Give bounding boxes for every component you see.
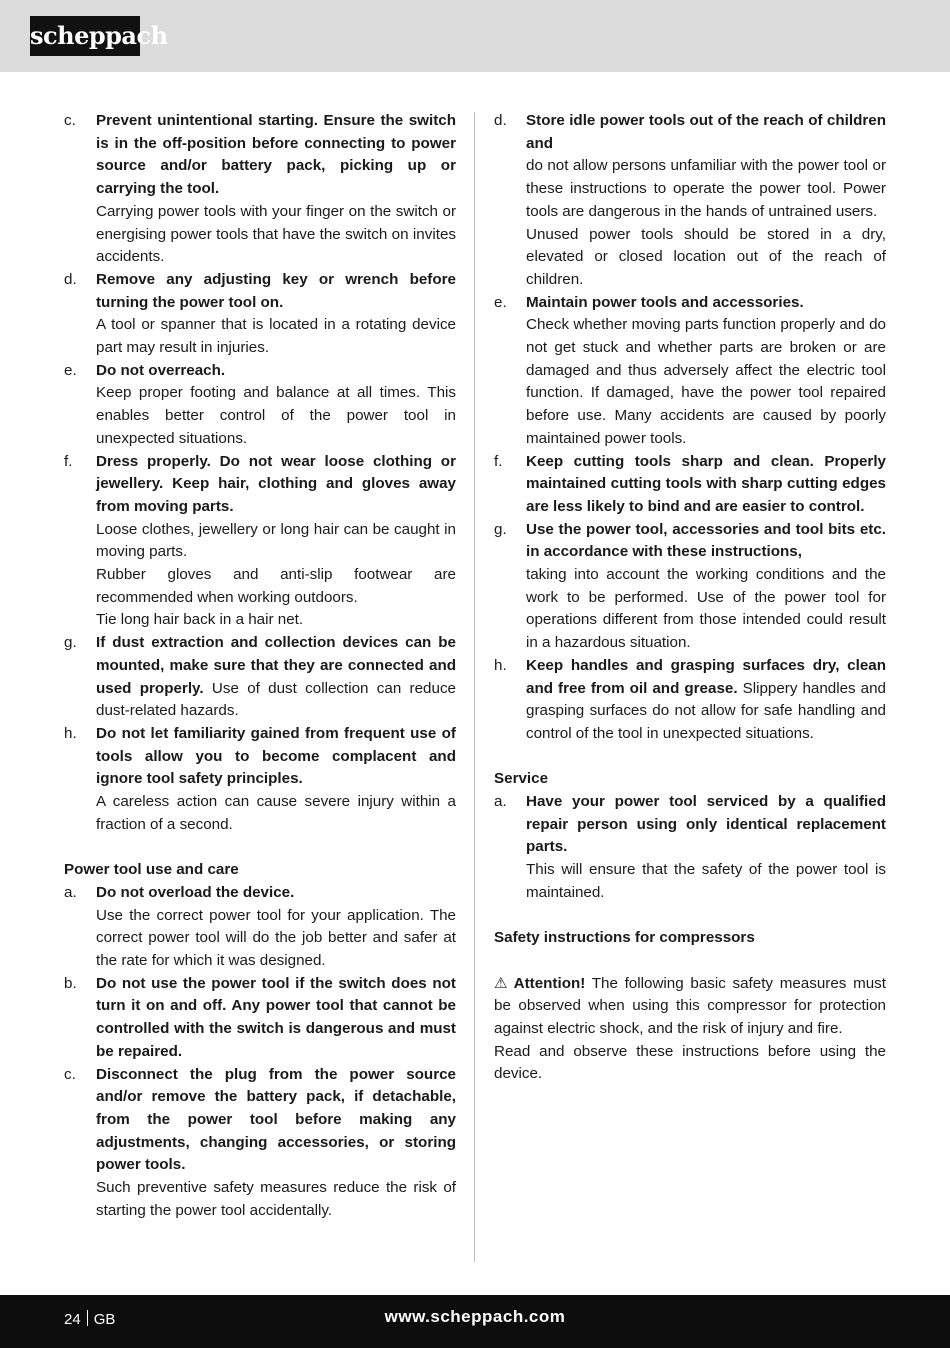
- item-paragraph: Rubber gloves and anti-slip footwear are recommended when working outdoors.: [96, 566, 456, 606]
- general-safety-list: [64, 110, 456, 837]
- list-item-text: [96, 1064, 456, 1223]
- list-marker: e.: [494, 293, 507, 311]
- list-item-text: [96, 360, 456, 451]
- section-title-service: Service: [494, 770, 549, 788]
- list-marker: e.: [64, 361, 77, 379]
- website-url: www.scheppach.com: [384, 1307, 566, 1326]
- list-marker: c.: [64, 112, 76, 129]
- list-marker: d.: [64, 270, 77, 288]
- item-heading: Keep cutting tools sharp and clean. Properly maintained cutting tools with sharp cutting edges are less likely to bind and are easier to control.: [526, 452, 886, 515]
- list-item: [494, 110, 886, 292]
- list-item: [494, 292, 886, 451]
- item-heading: Do not use the power tool if the switch does not turn it on and off. Any power tool that cannot be controlled with the switch is dangerous and must be repaired.: [96, 974, 456, 1060]
- item-heading: Remove any adjusting key or wrench before turning the power tool on.: [96, 270, 456, 311]
- item-heading: Maintain power tools and accessories.: [526, 293, 804, 311]
- power-tool-care-list: [494, 110, 886, 746]
- read-instructions-text: Read and observe these instructions before using the device.: [494, 1042, 886, 1083]
- list-item-text: [526, 791, 886, 905]
- list-item-text: [96, 723, 456, 837]
- item-paragraph: A tool or spanner that is located in a rotating device part may result in injuries.: [96, 316, 456, 357]
- list-item-text: [526, 292, 886, 451]
- list-item: [64, 632, 456, 723]
- list-marker: a.: [64, 883, 77, 901]
- list-item: [494, 519, 886, 655]
- list-marker: g.: [64, 634, 77, 652]
- list-item-text: [526, 519, 886, 655]
- list-item-text: [526, 451, 886, 519]
- section-title-compressors: Safety instructions for compressors: [494, 929, 755, 947]
- list-item: [64, 973, 456, 1064]
- list-marker: a.: [494, 793, 507, 811]
- list-item-text: [96, 973, 456, 1064]
- page-number-value: 24: [64, 1311, 81, 1328]
- list-item: [494, 791, 886, 905]
- attention-paragraph: [494, 973, 886, 1041]
- item-paragraph: Such preventive safety measures reduce the risk of starting the power tool accidentally.: [96, 1179, 456, 1219]
- scheppach-logo: scheppach: [30, 16, 140, 56]
- list-item-text: [96, 269, 456, 360]
- language-code: GB: [93, 1311, 116, 1328]
- service-list: [494, 791, 886, 905]
- list-marker: b.: [64, 974, 77, 992]
- item-paragraph: Check whether moving parts function properly and do not get stuck and whether parts are broken or are damaged and thus adversely affect the electric tool function. If damaged, have the power tool repaired before use. Many accidents are caused by poorly maintained power tools.: [526, 316, 886, 447]
- list-marker: h.: [64, 724, 77, 742]
- item-paragraph: Keep proper footing and balance at all times. This enables better control of the power tool in unexpected situations.: [96, 384, 456, 447]
- item-inline-text: Slippery handles and grasping surfaces do not allow for safe handling and control of the tool in unexpected situations.: [526, 679, 886, 742]
- warning-triangle-icon: ⚠: [494, 974, 508, 992]
- list-marker: f.: [494, 452, 503, 470]
- list-item: [64, 882, 456, 973]
- attention-label: Attention!: [513, 974, 586, 992]
- list-item: [64, 451, 456, 633]
- item-paragraph: taking into account the working conditions and the work to be performed. Use of the power tool for operations different from those intended could result in a hazardous situation.: [526, 566, 886, 652]
- item-heading: Prevent unintentional starting. Ensure the switch is in the off-position before connecting to power source and/or battery pack, picking up or carrying the tool.: [96, 112, 456, 198]
- item-heading: Store idle power tools out of the reach of children and: [526, 112, 886, 152]
- list-marker: h.: [494, 656, 507, 674]
- item-inline-text: Use of dust collection can reduce dust-related hazards.: [96, 679, 456, 720]
- list-item-text: [96, 632, 456, 723]
- item-heading: Dress properly. Do not wear loose clothing or jewellery. Keep hair, clothing and gloves away from moving parts.: [96, 452, 456, 515]
- item-heading: Use the power tool, accessories and tool bits etc. in accordance with these instructions,: [526, 520, 886, 561]
- item-paragraph: do not allow persons unfamiliar with the power tool or these instructions to operate the power tool. Power tools are dangerous in the hands of untrained users.: [526, 157, 886, 220]
- list-item: [494, 451, 886, 519]
- list-item-text: [96, 110, 456, 269]
- item-paragraph: A careless action can cause severe injury within a fraction of a second.: [96, 793, 456, 833]
- list-item-text: [526, 110, 886, 292]
- item-heading: Have your power tool serviced by a qualified repair person using only identical replacement parts.: [526, 793, 886, 856]
- power-tool-use-list: [64, 882, 456, 1223]
- item-paragraph: Tie long hair back in a hair net.: [96, 611, 304, 629]
- item-heading: Disconnect the plug from the power source and/or remove the battery pack, if detachable, from the power tool before making any adjustments, changing accessories, or storing power tools.: [96, 1065, 456, 1174]
- item-heading: If dust extraction and collection devices can be mounted, make sure that they are connected and used properly.: [96, 634, 456, 697]
- item-paragraph: Carrying power tools with your finger on the switch or energising power tools that have the switch on invites accidents.: [96, 202, 456, 266]
- list-item-text: [96, 451, 456, 633]
- column-divider: [474, 112, 475, 1262]
- left-column: [64, 110, 456, 1222]
- list-marker: c.: [64, 1065, 76, 1083]
- item-paragraph: Unused power tools should be stored in a dry, elevated or closed location out of the reach of children.: [526, 225, 886, 288]
- page-footer: [0, 1295, 950, 1348]
- list-item: [64, 723, 456, 837]
- list-item-text: [526, 655, 886, 746]
- item-heading: Do not overload the device.: [96, 883, 295, 901]
- section-title-power-tool-use: Power tool use and care: [64, 861, 239, 879]
- item-heading: Do not let familiarity gained from frequent use of tools allow you to become complacent and ignore tool safety principles.: [96, 724, 456, 788]
- list-item: [494, 655, 886, 746]
- item-heading: Do not overreach.: [96, 361, 226, 379]
- right-column: [494, 110, 886, 1086]
- list-marker: f.: [64, 452, 73, 470]
- list-item: [64, 1064, 456, 1223]
- page-header: [0, 0, 950, 72]
- list-marker: d.: [494, 112, 507, 129]
- list-item: [64, 110, 456, 269]
- list-item: [64, 360, 456, 451]
- item-heading: Keep handles and grasping surfaces dry, clean and free from oil and grease.: [526, 656, 886, 697]
- attention-text: The following basic safety measures must be observed when using this compressor for protection against electric shock, and the risk of injury and fire.: [494, 974, 886, 1038]
- item-paragraph: Use the correct power tool for your application. The correct power tool will do the job better and safer at the rate for which it was designed.: [96, 906, 456, 969]
- item-paragraph: Loose clothes, jewellery or long hair can be caught in moving parts.: [96, 520, 456, 561]
- list-marker: g.: [494, 520, 507, 538]
- item-paragraph: This will ensure that the safety of the power tool is maintained.: [526, 861, 886, 901]
- list-item-text: [96, 882, 456, 973]
- list-item: [64, 269, 456, 360]
